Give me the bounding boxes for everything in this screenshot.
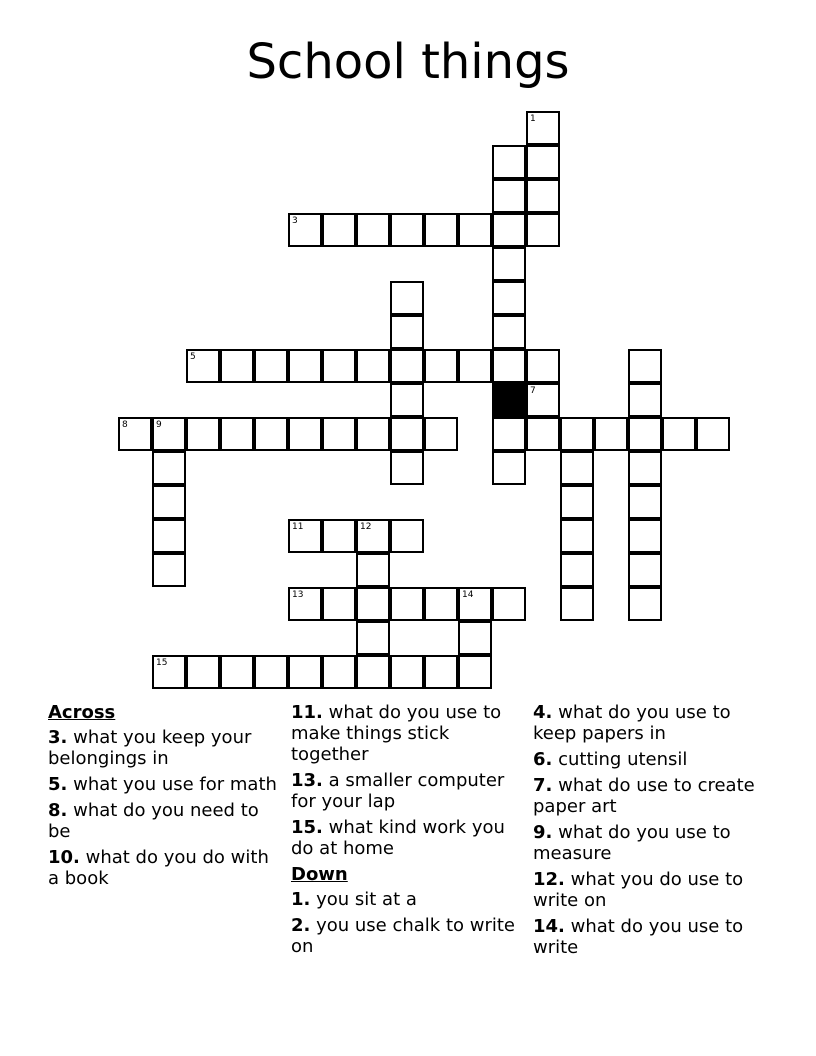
grid-cell[interactable] <box>356 553 390 587</box>
grid-cell[interactable] <box>594 417 628 451</box>
clue-number: 15. <box>291 817 323 838</box>
clue-down-14 <box>533 916 765 958</box>
grid-cell[interactable] <box>458 587 492 621</box>
clue-number: 1. <box>291 889 311 910</box>
grid-cell[interactable] <box>220 417 254 451</box>
grid-cell[interactable] <box>322 213 356 247</box>
clue-across-8 <box>48 800 280 842</box>
grid-cell[interactable] <box>526 111 560 145</box>
cell-number: 8 <box>122 420 128 430</box>
clue-number: 10. <box>48 847 80 868</box>
clue-number: 5. <box>48 774 68 795</box>
grid-cell[interactable] <box>220 349 254 383</box>
grid-cell[interactable] <box>356 655 390 689</box>
clue-number: 4. <box>533 702 553 723</box>
grid-cell[interactable] <box>458 655 492 689</box>
clue-number: 11. <box>291 702 323 723</box>
clue-number: 6. <box>533 749 553 770</box>
clue-down-9 <box>533 822 765 864</box>
grid-cell[interactable] <box>186 655 220 689</box>
grid-cell[interactable] <box>526 145 560 179</box>
clue-text: what you keep your belongings in <box>48 727 252 769</box>
clue-text: what do you use to make things stick together <box>291 702 502 765</box>
grid-cell[interactable] <box>322 655 356 689</box>
clue-down-4 <box>533 702 765 744</box>
grid-cell[interactable] <box>560 485 594 519</box>
clue-text: what do you use to keep papers in <box>533 702 731 744</box>
grid-cell[interactable] <box>288 213 322 247</box>
grid-cell[interactable] <box>390 349 424 383</box>
down-heading: Down <box>291 864 348 885</box>
clue-across-11 <box>291 702 523 765</box>
grid-cell[interactable] <box>526 179 560 213</box>
clue-text: what you use for math <box>67 774 277 795</box>
grid-cell[interactable] <box>152 553 186 587</box>
grid-cell[interactable] <box>560 519 594 553</box>
grid-cell[interactable] <box>390 315 424 349</box>
clue-number: 13. <box>291 770 323 791</box>
clue-number: 14. <box>533 916 565 937</box>
grid-cell[interactable] <box>560 417 594 451</box>
grid-cell[interactable] <box>628 383 662 417</box>
clue-text: what do you do with a book <box>48 847 269 889</box>
grid-cell[interactable] <box>560 451 594 485</box>
grid-cell[interactable] <box>356 417 390 451</box>
grid-cell[interactable] <box>356 213 390 247</box>
grid-cell[interactable] <box>492 315 526 349</box>
clue-column-3 <box>533 702 765 963</box>
clue-column-2 <box>291 702 523 962</box>
clue-text: a smaller computer for your lap <box>291 770 505 812</box>
grid-cell[interactable] <box>390 451 424 485</box>
grid-cell[interactable] <box>628 349 662 383</box>
grid-cell[interactable] <box>356 349 390 383</box>
page-title: School things <box>246 34 570 90</box>
grid-cell[interactable] <box>390 281 424 315</box>
grid-cell[interactable] <box>390 383 424 417</box>
clue-number: 9. <box>533 822 553 843</box>
clue-number: 3. <box>48 727 68 748</box>
grid-cell[interactable] <box>560 553 594 587</box>
grid-cell[interactable] <box>526 213 560 247</box>
grid-cell[interactable] <box>458 621 492 655</box>
cell-number: 12 <box>360 522 372 532</box>
grid-cell[interactable] <box>526 417 560 451</box>
clue-across-10 <box>48 847 280 889</box>
clue-text: what you do use to write on <box>533 869 744 911</box>
grid-cell[interactable] <box>424 417 458 451</box>
grid-cell[interactable] <box>254 417 288 451</box>
clue-number: 8. <box>48 800 68 821</box>
grid-cell[interactable] <box>152 655 186 689</box>
cell-number: 7 <box>530 386 536 396</box>
grid-cell[interactable] <box>424 349 458 383</box>
grid-cell[interactable] <box>186 349 220 383</box>
grid-cell[interactable] <box>526 349 560 383</box>
grid-cell[interactable] <box>492 417 526 451</box>
grid-cell[interactable] <box>492 213 526 247</box>
cell-number: 13 <box>292 590 304 600</box>
grid-cell[interactable] <box>152 485 186 519</box>
grid-cell[interactable] <box>152 519 186 553</box>
across-heading: Across <box>48 702 116 723</box>
clue-across-15 <box>291 817 523 859</box>
grid-cell[interactable] <box>254 349 288 383</box>
grid-cell[interactable] <box>628 417 662 451</box>
clue-text: cutting utensil <box>552 749 688 770</box>
grid-cell[interactable] <box>424 587 458 621</box>
clue-down-6 <box>533 749 765 770</box>
grid-cell[interactable] <box>628 553 662 587</box>
cell-number: 1 <box>530 114 536 124</box>
grid-cell[interactable] <box>118 417 152 451</box>
grid-cell[interactable] <box>390 213 424 247</box>
grid-cell[interactable] <box>390 417 424 451</box>
grid-cell[interactable] <box>628 587 662 621</box>
grid-cell[interactable] <box>288 417 322 451</box>
clue-across-3 <box>48 727 280 769</box>
cell-number: 14 <box>462 590 474 600</box>
grid-cell[interactable] <box>390 519 424 553</box>
grid-cell[interactable] <box>152 417 186 451</box>
grid-cell[interactable] <box>662 417 696 451</box>
clue-down-2 <box>291 915 523 957</box>
cell-number: 5 <box>190 352 196 362</box>
grid-cell[interactable] <box>458 213 492 247</box>
grid-cell[interactable] <box>152 451 186 485</box>
grid-cell[interactable] <box>492 247 526 281</box>
clue-number: 12. <box>533 869 565 890</box>
clue-text: what do you use to write <box>533 916 744 958</box>
grid-cell[interactable] <box>254 655 288 689</box>
cell-number: 9 <box>156 420 162 430</box>
grid-cell[interactable] <box>628 485 662 519</box>
grid-cell[interactable] <box>492 587 526 621</box>
clue-down-7 <box>533 775 765 817</box>
clue-text: what do you need to be <box>48 800 259 842</box>
grid-cell[interactable] <box>288 519 322 553</box>
grid-cell[interactable] <box>458 349 492 383</box>
grid-cell[interactable] <box>492 349 526 383</box>
grid-cell[interactable] <box>628 519 662 553</box>
clue-number: 2. <box>291 915 311 936</box>
grid-cell[interactable] <box>696 417 730 451</box>
black-square <box>492 383 526 417</box>
clue-down-1 <box>291 889 523 910</box>
grid-cell[interactable] <box>492 179 526 213</box>
grid-cell[interactable] <box>560 587 594 621</box>
clue-column-1 <box>48 702 280 894</box>
grid-cell[interactable] <box>356 587 390 621</box>
clue-across-5 <box>48 774 280 795</box>
clue-text: you use chalk to write on <box>291 915 516 957</box>
clue-text: what do you use to measure <box>533 822 731 864</box>
grid-cell[interactable] <box>492 281 526 315</box>
grid-cell[interactable] <box>356 519 390 553</box>
cell-number: 11 <box>292 522 304 532</box>
cell-number: 15 <box>156 658 168 668</box>
grid-cell[interactable] <box>186 417 220 451</box>
grid-cell[interactable] <box>492 145 526 179</box>
grid-cell[interactable] <box>424 655 458 689</box>
grid-cell[interactable] <box>322 519 356 553</box>
cell-number: 3 <box>292 216 298 226</box>
clue-text: what do use to create paper art <box>533 775 755 817</box>
grid-cell[interactable] <box>288 655 322 689</box>
grid-cell[interactable] <box>322 417 356 451</box>
grid-cell[interactable] <box>526 383 560 417</box>
grid-cell[interactable] <box>390 655 424 689</box>
grid-cell[interactable] <box>322 587 356 621</box>
grid-cell[interactable] <box>424 213 458 247</box>
grid-cell[interactable] <box>220 655 254 689</box>
grid-cell[interactable] <box>356 621 390 655</box>
grid-cell[interactable] <box>492 451 526 485</box>
grid-cell[interactable] <box>288 349 322 383</box>
grid-cell[interactable] <box>322 349 356 383</box>
clue-number: 7. <box>533 775 553 796</box>
clue-text: you sit at a <box>310 889 417 910</box>
clue-text: what kind work you do at home <box>291 817 505 859</box>
grid-cell[interactable] <box>390 587 424 621</box>
clue-across-13 <box>291 770 523 812</box>
grid-cell[interactable] <box>288 587 322 621</box>
clue-down-12 <box>533 869 765 911</box>
grid-cell[interactable] <box>628 451 662 485</box>
